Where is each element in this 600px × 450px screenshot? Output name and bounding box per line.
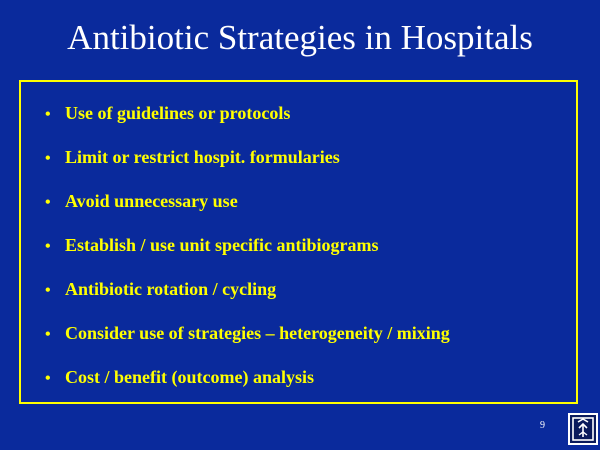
bullet-item [45,99,290,127]
logo-graphic [570,415,596,443]
bullet-item [45,143,340,171]
bullet-text: Antibiotic rotation / cycling [65,279,277,299]
bullet-text: Cost / benefit (outcome) analysis [65,367,314,387]
bullet-marker: • [45,194,51,211]
logo-inner [570,415,596,443]
bullet-item [45,187,238,215]
bullet-text: Establish / use unit specific antibiograms [65,235,379,255]
slide-title: Antibiotic Strategies in Hospitals [67,18,533,57]
bullet-marker: • [45,282,51,299]
bullet-text: Use of guidelines or protocols [65,103,291,123]
bullet-item [45,275,276,303]
institution-logo-icon [568,413,598,445]
bullet-text: Avoid unnecessary use [65,191,238,211]
bullet-list [21,82,576,402]
bullet-marker: • [45,238,51,255]
bullet-marker: • [45,150,51,167]
bullet-marker: • [45,370,51,387]
page-number: 9 [540,420,545,431]
bullet-text: Consider use of strategies – heterogeneity / mixing [65,323,450,343]
bullet-text: Limit or restrict hospit. formularies [65,147,340,167]
bullet-marker: • [45,326,51,343]
bullet-marker: • [45,106,51,123]
bullet-item [45,231,379,259]
content-box [19,80,578,404]
bullet-item [45,319,450,347]
bullet-item [45,363,314,391]
